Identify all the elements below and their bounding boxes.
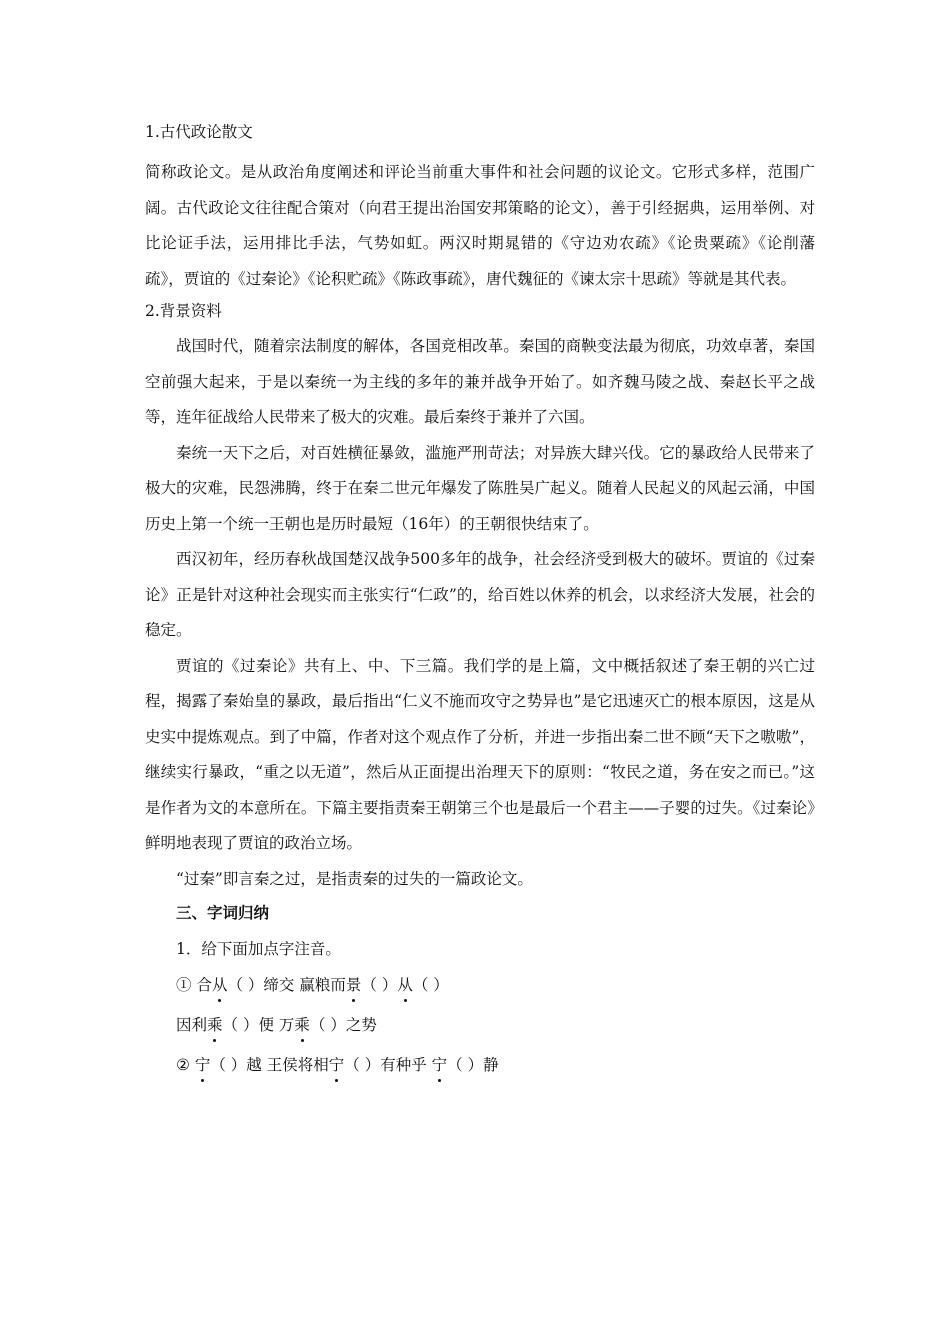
answer-blank: （ ）有种乎 xyxy=(344,1056,427,1074)
dotted-character: 宁 xyxy=(431,1056,448,1074)
section-heading-vocabulary: 三、字词归纳 xyxy=(176,903,270,922)
paragraph-background-4: 贾谊的《过秦论》共有上、中、下三篇。我们学的是上篇，文中概括叙述了秦王朝的兴亡过程，揭露了秦始皇的暴政，最后指出“仁义不施而攻守之势异也”是它迅速灭亡的根本原因，这是从史实中提炼观点。到了中篇，作者对这个观点作了分析，并进一步指出秦二世不顾“天下之嗷嗷”，继续实行暴政，“重之以无道”，然后从正面提出治理天下的原则：“牧民之道，务在安之而已。”这是作者为文的本意所在。下篇主要指责秦王朝第三个也是最后一个君主——子婴的过失。《过秦论》鲜明地表现了贾谊的政治立场。 xyxy=(145,656,815,852)
answer-blank: （ ） xyxy=(412,976,449,994)
paragraph-background-1: 战国时代，随着宗法制度的解体，各国竞相改革。秦国的商鞅变法最为彻底，功效卓著，秦国空前强大起来，于是以秦统一为主线的多年的兼并战争开始了。如齐魏马陵之战、秦赵长平之战等，连年征战给人民带来了极大的灾难。最后秦终于兼并了六国。 xyxy=(145,337,815,426)
dotted-character: 宁 xyxy=(194,1056,211,1074)
dotted-character: 宁 xyxy=(328,1056,345,1074)
text: 王侯将相 xyxy=(266,1056,329,1074)
paragraph-ancient-essay: 简称政论文。是从政治角度阐述和评论当前重大事件和社会问题的议论文。它形式多样，范围广阔。古代政论文往往配合策对（向君王提出治国安邦策略的论文），善于引经据典，运用举例、对比论证手法，运用排比手法，气势如虹。两汉时期晁错的《守边劝农疏》《论贵粟疏》《论削藩疏》，贾谊的《过秦论》《论积贮疏》《陈政事疏》，唐代魏征的《谏太宗十思疏》等就是其代表。 xyxy=(145,163,815,288)
answer-blank: （ ）越 xyxy=(210,1056,262,1074)
dotted-character: 从 xyxy=(397,976,413,994)
exercise-row-2 xyxy=(145,1015,815,1035)
answer-blank: （ ）之势 xyxy=(309,1016,377,1034)
item-number: ① xyxy=(176,976,192,994)
answer-blank: （ ） xyxy=(361,976,398,994)
answer-blank: （ ）静 xyxy=(447,1056,499,1074)
document-body xyxy=(145,122,815,1075)
section-heading-ancient-essay: 1.古代政论散文 xyxy=(145,123,253,141)
text: 因利 xyxy=(176,1016,208,1034)
dotted-character: 景 xyxy=(345,976,362,994)
answer-blank: （ ）便 xyxy=(222,1016,274,1034)
answer-blank: （ ）缔交 xyxy=(227,976,295,994)
text: 赢粮而 xyxy=(299,976,346,994)
paragraph-background-3: 西汉初年，经历春秋战国楚汉战争500多年的战争，社会经济受到极大的破坏。贾谊的《过秦论》正是针对这种社会现实而主张实行“仁政”的，给百姓以休养的机会，以求经济大发展，社会的稳定。 xyxy=(145,550,815,639)
paragraph-background-2: 秦统一天下之后，对百姓横征暴敛，滥施严刑苛法；对异族大肆兴伐。它的暴政给人民带来了极大的灾难，民怨沸腾，终于在秦二世元年爆发了陈胜吴广起义。随着人民起义的风起云涌，中国历史上第一个统一王朝也是历时最短（16年）的王朝很快结束了。 xyxy=(145,443,815,533)
dotted-character: 乘 xyxy=(207,1016,223,1034)
text: 万 xyxy=(278,1016,295,1034)
exercise-instruction: 1．给下面加点字注音。 xyxy=(176,940,341,958)
item-number: ② xyxy=(176,1056,190,1074)
section-heading-background: 2.背景资料 xyxy=(145,302,222,320)
exercise-row-3 xyxy=(145,1055,815,1075)
dotted-character: 从 xyxy=(211,976,228,994)
text: 合 xyxy=(196,976,212,994)
paragraph-background-5: “过秦”即言秦之过，是指责秦的过失的一篇政论文。 xyxy=(176,869,533,888)
exercise-row-1 xyxy=(145,975,815,995)
dotted-character: 乘 xyxy=(294,1016,310,1034)
